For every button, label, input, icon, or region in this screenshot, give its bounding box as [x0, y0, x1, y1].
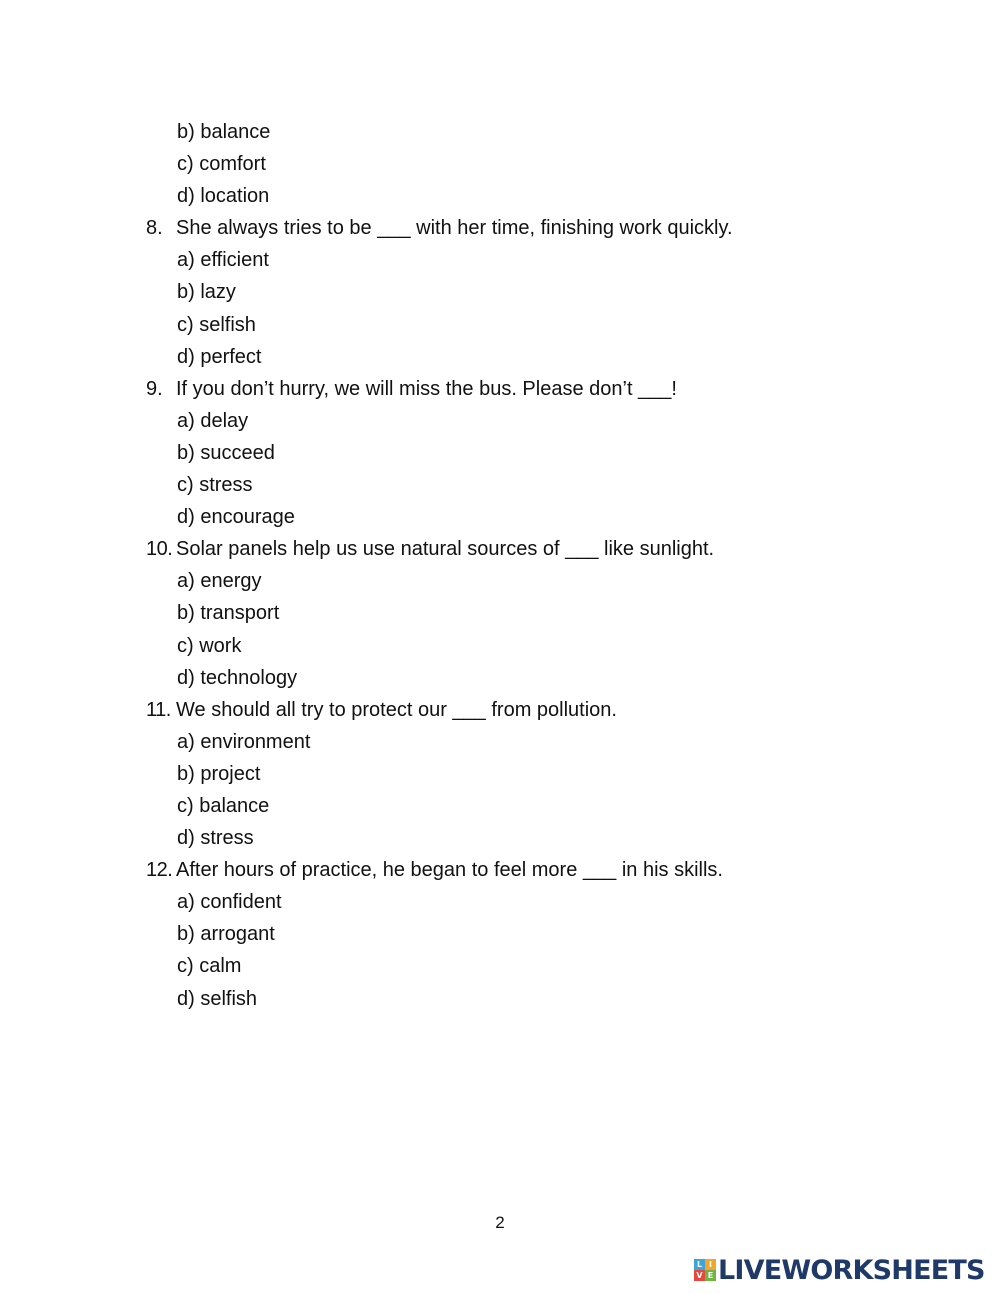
question-number: 9. — [146, 377, 163, 400]
logo-tile: I — [705, 1259, 716, 1270]
logo-tile: E — [705, 1270, 716, 1281]
option-item: c) stress — [177, 474, 253, 497]
option-item: c) balance — [177, 794, 270, 817]
question-text: If you don’t hurry, we will miss the bus. Please don’t ___! — [176, 377, 677, 400]
option-item: a) delay — [177, 409, 249, 432]
question-10 — [146, 533, 946, 565]
option-item: d) selfish — [177, 987, 258, 1010]
option-item: a) efficient — [177, 249, 269, 272]
option-item: d) location — [177, 185, 270, 208]
question-8 — [146, 212, 946, 244]
option-item: c) work — [177, 634, 242, 657]
liveworksheets-logo-icon — [694, 1259, 716, 1281]
question-text: After hours of practice, he began to feel more ___ in his skills. — [176, 859, 723, 882]
brand-wordmark: LIVEWORKSHEETS — [718, 1254, 985, 1286]
question-text: Solar panels help us use natural sources of ___ like sunlight. — [176, 538, 715, 561]
page-number: 2 — [495, 1213, 505, 1232]
option-item: b) lazy — [177, 281, 236, 304]
option-item: d) technology — [177, 666, 298, 689]
question-9 — [146, 373, 946, 405]
option-item: d) stress — [177, 827, 254, 850]
option-item: b) succeed — [177, 441, 275, 464]
question-number: 12. — [146, 859, 173, 882]
question-number: 11. — [146, 698, 171, 721]
liveworksheets-brand[interactable] — [694, 1255, 985, 1285]
option-item: d) perfect — [177, 345, 262, 368]
option-item: b) arrogant — [177, 923, 275, 946]
worksheet-content — [146, 116, 946, 1015]
question-12 — [146, 854, 946, 886]
option-item: c) calm — [177, 955, 242, 978]
option-item: a) confident — [177, 891, 282, 914]
option-item: c) selfish — [177, 313, 256, 336]
question-number: 10. — [146, 538, 173, 561]
option-item: d) encourage — [177, 506, 295, 529]
logo-tile: V — [694, 1270, 705, 1281]
option-item: c) comfort — [177, 153, 266, 176]
option-item: a) environment — [177, 730, 311, 753]
logo-tile: L — [694, 1259, 705, 1270]
question-text: She always tries to be ___ with her time, finishing work quickly. — [176, 217, 733, 240]
option-item: b) transport — [177, 602, 280, 625]
question-11 — [146, 694, 946, 726]
option-item: b) balance — [177, 121, 271, 143]
question-number: 8. — [146, 217, 163, 240]
question-text: We should all try to protect our ___ from pollution. — [176, 698, 617, 721]
option-item: a) energy — [177, 570, 262, 593]
option-item: b) project — [177, 762, 261, 785]
